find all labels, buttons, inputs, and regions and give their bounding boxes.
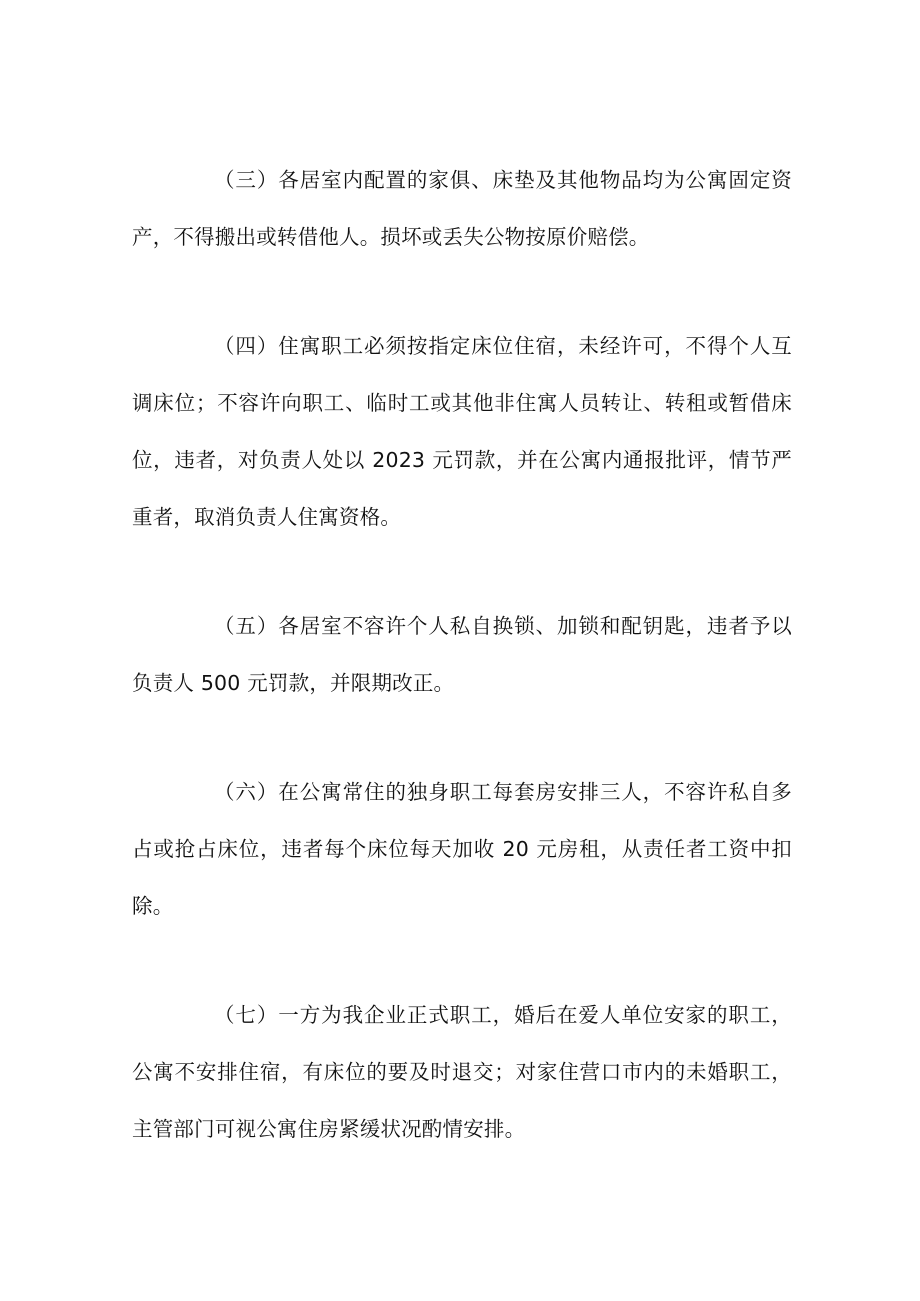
paragraph-5: （五）各居室不容许个人私自换锁、加锁和配钥匙，违者予以负责人 500 元罚款，并限期改正。 — [132, 614, 792, 695]
paragraph-6: （六）在公寓常住的独身职工每套房安排三人，不容许私自多占或抢占床位，违者每个床位每天加收 20 元房租，从责任者工资中扣除。 — [132, 780, 792, 918]
document-body — [132, 152, 792, 1210]
paragraph-3: （三）各居室内配置的家俱、床垫及其他物品均为公寓固定资产，不得搬出或转借他人。损坏或丢失公物按原价赔偿。 — [132, 168, 792, 249]
paragraph-7: （七）一方为我企业正式职工，婚后在爱人单位安家的职工，公寓不安排住宿，有床位的要及时退交；对家住营口市内的未婚职工，主管部门可视公寓住房紧缓状况酌情安排。 — [132, 1003, 792, 1141]
paragraph-4: （四）住寓职工必须按指定床位住宿，未经许可，不得个人互调床位；不容许向职工、临时工或其他非住寓人员转让、转租或暂借床位，违者，对负责人处以 2023 元罚款，并在公寓内通报批评，情节严重者，取消负责人住寓资格。 — [132, 334, 792, 529]
